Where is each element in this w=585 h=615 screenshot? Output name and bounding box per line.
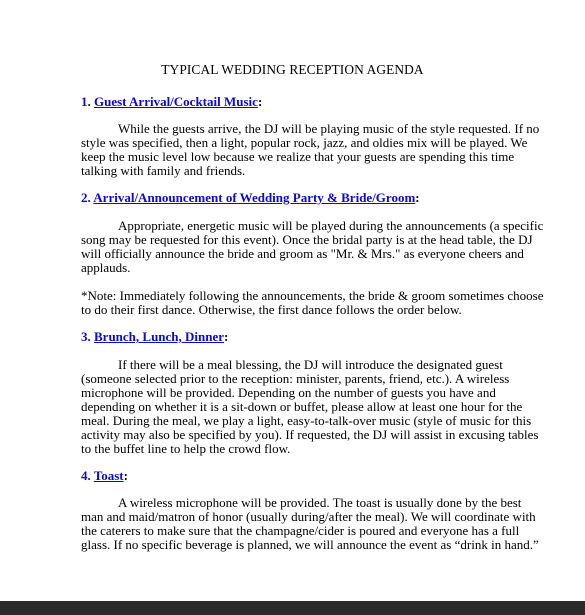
section-title: Toast bbox=[93, 468, 124, 483]
paragraph-line: applauds. bbox=[81, 260, 131, 275]
section-number: 2. bbox=[81, 190, 91, 205]
paragraph-line: style was specified, then a light, popular rock, jazz, and oldies mix will be played. We bbox=[81, 135, 528, 150]
paragraph-line: meal. During the meal, we play a light, easy-to-talk-over music (style of music for this bbox=[81, 413, 532, 428]
paragraph-line: will officially announce the bride and groom as "Mr. & Mrs." as everyone cheers and bbox=[81, 246, 524, 261]
paragraph-line: talking with family and friends. bbox=[81, 163, 246, 178]
heading-colon: : bbox=[415, 190, 420, 205]
section-number: 1. bbox=[81, 94, 91, 109]
section-4-heading bbox=[81, 468, 128, 484]
note-line: to do their first dance. Otherwise, the first dance follows the order below. bbox=[81, 302, 462, 317]
paragraph-line: If there will be a meal blessing, the DJ will introduce the designated guest bbox=[118, 357, 503, 372]
heading-colon: : bbox=[123, 468, 128, 483]
paragraph-line: glass. If no specific beverage is planned, we will announce the event as “drink in hand.” bbox=[81, 537, 539, 552]
section-2-heading bbox=[81, 190, 420, 206]
document-title: TYPICAL WEDDING RECEPTION AGENDA bbox=[161, 62, 424, 77]
paragraph-line: While the guests arrive, the DJ will be playing music of the style requested. If no bbox=[118, 121, 540, 136]
paragraph-line: song may be requested for this event). Once the bridal party is at the head table, the DJ bbox=[81, 232, 533, 247]
paragraph-line: man and maid/matron of honor (usually during/after the meal). We will coordinate with bbox=[81, 509, 536, 524]
paragraph-line: to the buffet line to help the crowd flow. bbox=[81, 441, 291, 456]
note-line: *Note: Immediately following the announcements, the bride & groom sometimes choose bbox=[81, 288, 544, 303]
section-number: 4. bbox=[81, 468, 91, 483]
section-1-heading bbox=[81, 94, 262, 110]
paragraph-line: activity may also be specified by you). If requested, the DJ will assist in excusing tables bbox=[81, 427, 539, 442]
heading-colon: : bbox=[257, 94, 263, 109]
paragraph-line: keep the music level low because we realize that your guests are spending this time bbox=[81, 149, 515, 164]
paragraph-line: microphone will be provided. Depending on the number of guests you have and bbox=[81, 385, 496, 400]
section-3-heading bbox=[81, 329, 228, 345]
paragraph-line: the caterers to make sure that the champagne/cider is poured and everyone has a full bbox=[81, 523, 520, 538]
section-title: Arrival/Announcement of Wedding Party & Bride/Groom bbox=[93, 190, 416, 205]
heading-colon: : bbox=[224, 329, 229, 344]
section-number: 3. bbox=[81, 329, 91, 344]
viewer-bottom-edge bbox=[0, 601, 585, 615]
paragraph-line: (someone selected prior to the reception: minister, parents, friend, etc.). A wireless bbox=[81, 371, 510, 386]
paragraph-line: depending on whether it is a sit-down or buffet, please allow at least one hour for the bbox=[81, 399, 523, 414]
section-title: Guest Arrival/Cocktail Music bbox=[94, 94, 258, 109]
paragraph-line: Appropriate, energetic music will be played during the announcements (a specific bbox=[118, 218, 544, 233]
section-title: Brunch, Lunch, Dinner bbox=[94, 329, 225, 344]
paragraph-line: A wireless microphone will be provided. The toast is usually done by the best bbox=[118, 495, 522, 510]
